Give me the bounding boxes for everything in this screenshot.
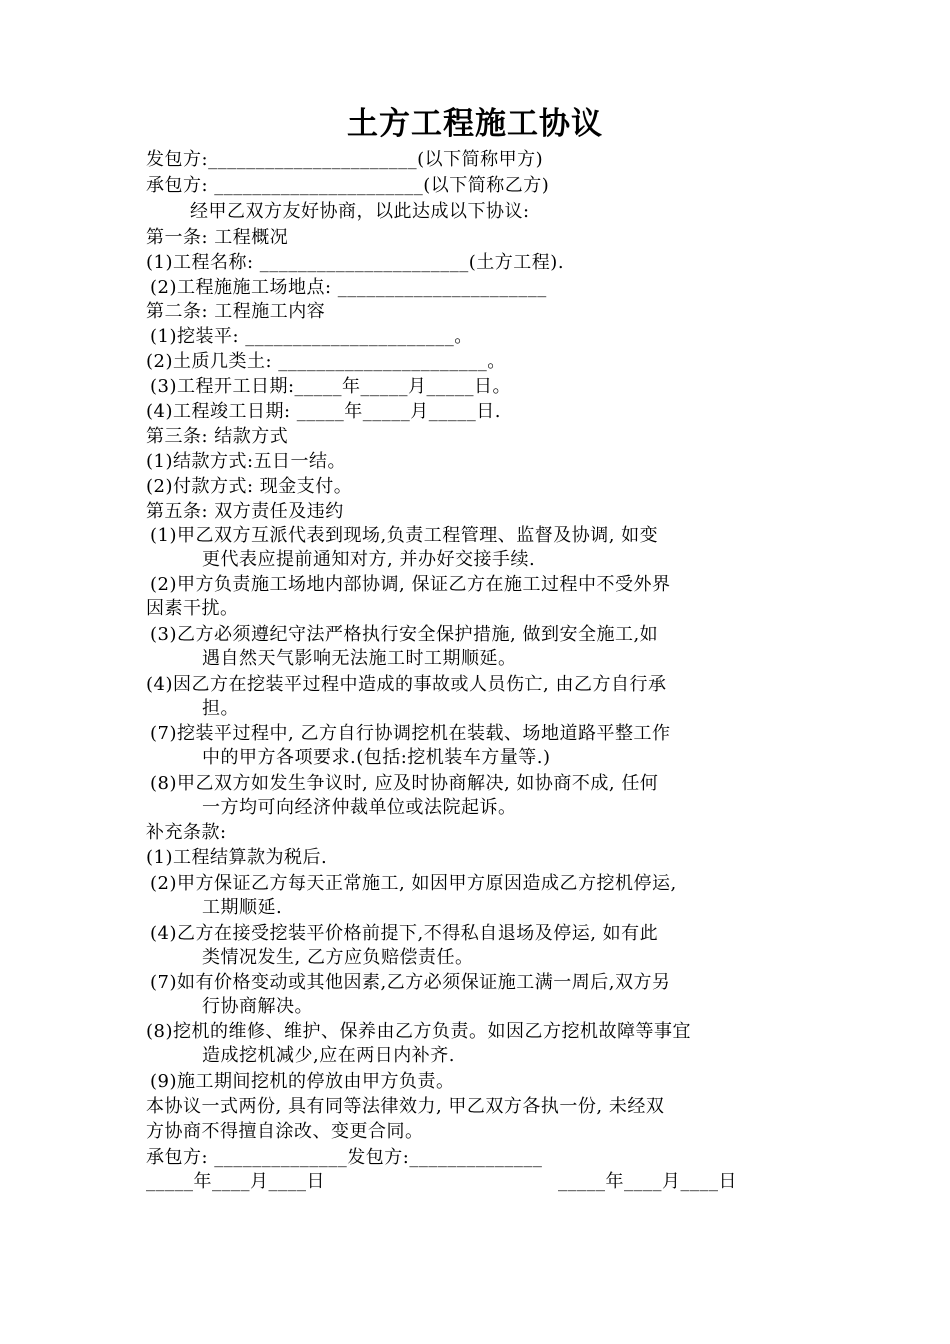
clause-text: 中的甲方各项要求.(包括:挖机装车方量等.)	[202, 747, 551, 768]
clause-text: 担。	[202, 698, 239, 719]
clause-text: (2)甲方保证乙方每天正常施工, 如因甲方原因造成乙方挖机停运,	[150, 873, 677, 894]
supplementary-heading: 补充条款:	[146, 822, 227, 843]
clause-text: (7)如有价格变动或其他因素,乙方必须保证施工满一周后,双方另	[150, 972, 671, 993]
closing-text: 方协商不得擅自涂改、变更合同。	[146, 1121, 424, 1142]
completion-date-line: (4)工程竣工日期: _____年_____月_____日.	[146, 401, 502, 422]
clause-text: (4)因乙方在挖装平过程中造成的事故或人员伤亡, 由乙方自行承	[146, 674, 667, 695]
clause-text: (1)甲乙双方互派代表到现场,负责工程管理、监督及协调, 如变	[150, 525, 659, 546]
clause-text: (8)挖机的维修、维护、保养由乙方负责。如因乙方挖机故障等事宜	[146, 1021, 691, 1042]
start-date-line: (3)工程开工日期:_____年_____月_____日。	[150, 376, 512, 397]
clause-text: 造成挖机减少,应在两日内补齐.	[202, 1045, 455, 1066]
settlement-method-line: (1)结款方式:五日一结。	[146, 451, 347, 472]
article-5-heading: 第五条: 双方责任及违约	[146, 501, 344, 522]
article-1-heading: 第一条: 工程概况	[146, 227, 289, 248]
contractor-date-line: _____年____月____日	[146, 1171, 325, 1192]
clause-text: (9)施工期间挖机的停放由甲方负责。	[150, 1071, 455, 1092]
contractor-receiver-line: 承包方: ______________________(以下简称乙方)	[146, 175, 550, 196]
signature-line: 承包方: ______________发包方:______________	[146, 1147, 543, 1168]
clause-text: 因素干扰。	[146, 598, 239, 619]
preamble-line: 经甲乙双方友好协商，以此达成以下协议:	[190, 201, 530, 222]
clause-text: (3)乙方必须遵纪守法严格执行安全保护措施, 做到安全施工,如	[150, 624, 659, 645]
site-location-line: (2)工程施施工场地点: ______________________	[150, 277, 547, 298]
closing-text: 本协议一式两份, 具有同等法律效力, 甲乙双方各执一份, 未经双	[146, 1096, 665, 1117]
clause-text: (7)挖装平过程中, 乙方自行协调挖机在装载、场地道路平整工作	[150, 723, 671, 744]
document-title: 土方工程施工协议	[347, 106, 603, 142]
clause-text: 行协商解决。	[202, 996, 313, 1017]
payment-method-line: (2)付款方式: 现金支付。	[146, 476, 353, 497]
soil-type-line: (2)土质几类土: ______________________。	[146, 351, 506, 372]
excavation-line: (1)挖装平: ______________________。	[150, 326, 473, 347]
article-2-heading: 第二条: 工程施工内容	[146, 301, 326, 322]
article-3-heading: 第三条: 结款方式	[146, 426, 289, 447]
clause-text: (2)甲方负责施工场地内部协调, 保证乙方在施工过程中不受外界	[150, 574, 671, 595]
clause-text: 工期顺延.	[202, 897, 283, 918]
clause-text: (1)工程结算款为税后.	[146, 847, 328, 868]
contractor-issuer-line: 发包方:______________________(以下简称甲方)	[146, 149, 544, 170]
clause-text: (4)乙方在接受挖装平价格前提下,不得私自退场及停运, 如有此	[150, 923, 659, 944]
clause-text: 类情况发生, 乙方应负赔偿责任。	[202, 947, 474, 968]
project-name-line: (1)工程名称: ______________________(土方工程).	[146, 252, 565, 273]
clause-text: 更代表应提前通知对方, 并办好交接手续.	[202, 549, 536, 570]
clause-text: (8)甲乙双方如发生争议时, 应及时协商解决, 如协商不成, 任何	[150, 773, 659, 794]
issuer-date-line: _____年____月____日	[558, 1171, 737, 1192]
clause-text: 一方均可向经济仲裁单位或法院起诉。	[202, 797, 517, 818]
clause-text: 遇自然天气影响无法施工时工期顺延。	[202, 648, 517, 669]
